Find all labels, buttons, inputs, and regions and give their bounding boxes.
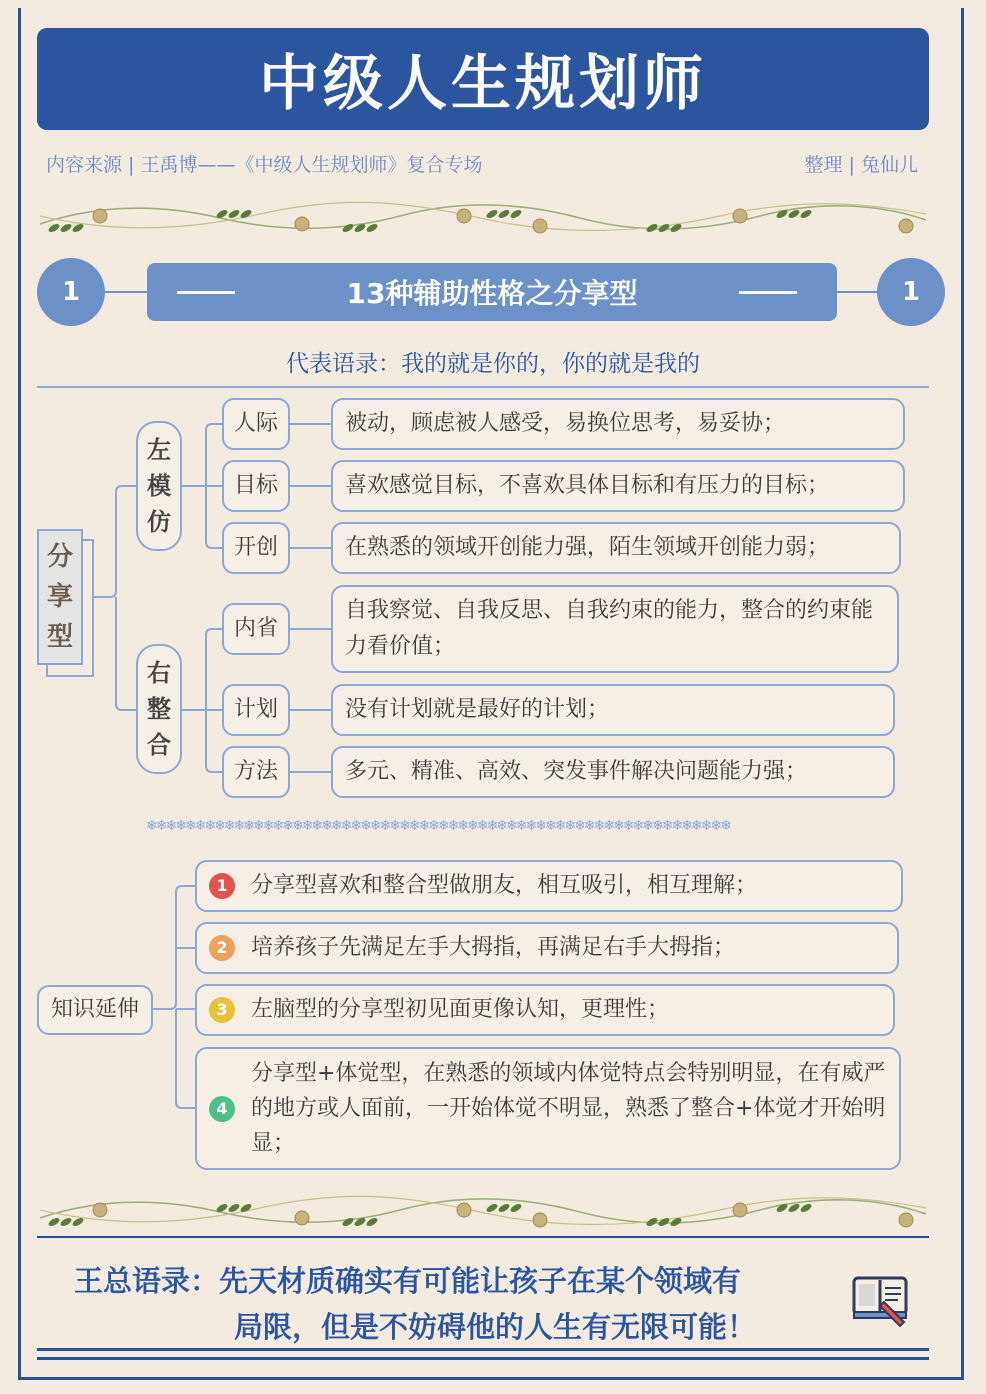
divider-line [37, 386, 929, 388]
label-plan: 计划 [222, 684, 290, 736]
desc-pioneer: 在熟悉的领域开创能力强，陌生领域开创能力弱； [331, 522, 901, 574]
footer-divider [37, 1236, 929, 1238]
extension-item-2 [195, 922, 899, 974]
source-credit: 内容来源 | 王禹博——《中级人生规划师》复合专场 [46, 154, 483, 176]
root-char: 分 [46, 542, 73, 572]
extension-item-1 [195, 860, 903, 912]
extension-text: 分享型+体觉型，在熟悉的领域内体觉特点会特别明显，在有威严的地方或人面前，一开始体觉不明显，熟悉了整合+体觉才开始明显； [251, 1061, 886, 1156]
root-char: 享 [46, 582, 73, 612]
group-char: 合 [147, 731, 171, 759]
label-introspection: 内省 [222, 603, 290, 655]
title-dash-left [177, 291, 235, 294]
number-3-icon: 3 [209, 997, 235, 1023]
boss-quote-line2: 局限，但是不妨碍他的人生有无限可能！ [234, 1310, 757, 1344]
boss-quote [74, 1258, 834, 1350]
group-char: 整 [147, 695, 171, 723]
left-imitate-node [136, 421, 182, 551]
group-char: 右 [147, 659, 171, 687]
section-number-right: 1 [877, 258, 945, 326]
right-integrate-node [136, 644, 182, 774]
root-node [37, 529, 83, 665]
vine-divider-bottom [40, 1192, 926, 1232]
group-char: 左 [147, 436, 171, 464]
section-number-left: 1 [37, 258, 105, 326]
desc-interpersonal: 被动，顾虑被人感受，易换位思考，易妥协； [331, 398, 905, 450]
label-interpersonal: 人际 [222, 398, 290, 450]
group-char: 仿 [147, 508, 171, 536]
number-1-icon: 1 [209, 873, 235, 899]
label-pioneer: 开创 [222, 522, 290, 574]
extension-text: 分享型喜欢和整合型做朋友，相互吸引，相互理解； [251, 873, 758, 898]
label-method: 方法 [222, 746, 290, 798]
extension-label: 知识延伸 [37, 985, 153, 1035]
extension-item-3 [195, 984, 895, 1036]
section-title-bar [147, 263, 837, 321]
desc-introspection: 自我察觉、自我反思、自我约束的能力，整合的约束能力看价值； [331, 585, 899, 673]
snowflake-divider: ❄❄❄❄❄❄❄❄❄❄❄❄❄❄❄❄❄❄❄❄❄❄❄❄❄❄❄❄❄❄❄❄❄❄❄❄❄❄❄❄❄❄❄❄❄❄❄❄❄❄❄❄❄❄❄❄❄❄❄❄ [146, 818, 730, 834]
bottom-rule-1 [37, 1348, 929, 1351]
number-2-icon: 2 [209, 935, 235, 961]
root-char: 型 [46, 622, 73, 652]
extension-item-4 [195, 1047, 901, 1170]
number-4-icon: 4 [209, 1096, 235, 1122]
desc-method: 多元、精准、高效、突发事件解决问题能力强； [331, 746, 895, 798]
book-pen-icon [850, 1272, 912, 1328]
representative-quote: 代表语录：我的就是你的，你的就是我的 [286, 351, 700, 377]
group-char: 模 [147, 472, 171, 500]
bottom-rule-2 [37, 1357, 929, 1360]
boss-quote-line1: 王总语录：先天材质确实有可能让孩子在某个领域有 [74, 1264, 742, 1298]
page-title: 中级人生规划师 [37, 28, 929, 130]
extension-text: 左脑型的分享型初见面更像认知，更理性； [251, 997, 670, 1022]
desc-plan: 没有计划就是最好的计划； [331, 684, 895, 736]
editor-credit: 整理 | 兔仙儿 [804, 154, 918, 176]
label-goal: 目标 [222, 460, 290, 512]
section-title: 13种辅助性格之分享型 [346, 277, 638, 310]
desc-goal: 喜欢感觉目标，不喜欢具体目标和有压力的目标； [331, 460, 905, 512]
extension-text: 培养孩子先满足左手大拇指，再满足右手大拇指； [251, 935, 736, 960]
title-dash-right [739, 291, 797, 294]
